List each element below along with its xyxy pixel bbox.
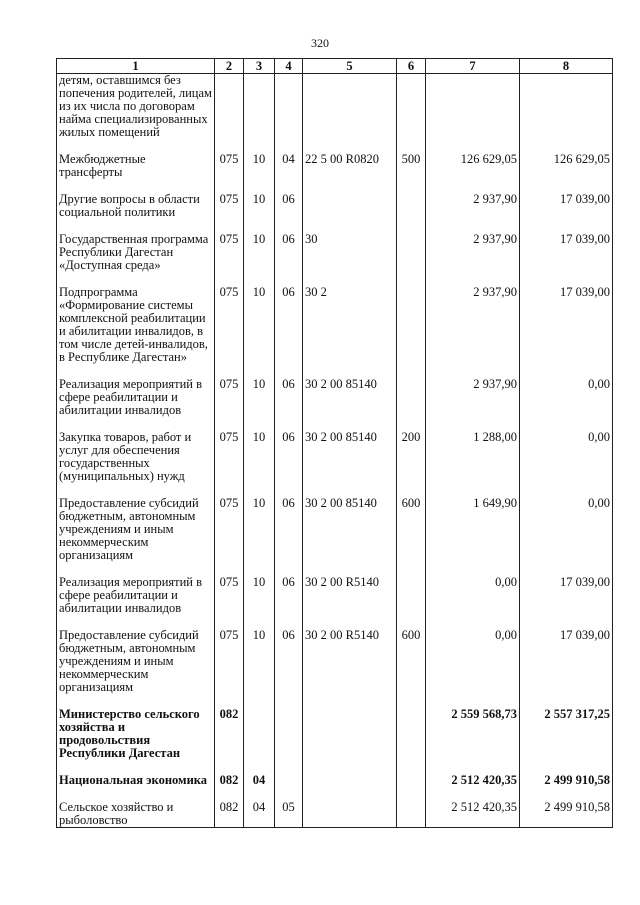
row-csr: 30 2 00 85140 [303,429,397,495]
row-rz: 10 [244,284,275,376]
row-rz: 10 [244,627,275,706]
row-csr: 30 2 [303,284,397,376]
header-row [57,59,613,74]
row-name: Реализация мероприятий в сфере реабилитации и абилитации инвалидов [57,574,215,627]
row-sum-8: 0,00 [520,429,613,495]
row-ved: 075 [215,627,244,706]
row-ved: 075 [215,429,244,495]
table-row [57,495,613,574]
row-sum-7: 2 937,90 [426,284,520,376]
table-row [57,151,613,191]
row-name: Предоставление субсидий бюджетным, автономным учреждениям и иным некоммерческим организациям [57,495,215,574]
row-vr [397,191,426,231]
table-row [57,191,613,231]
table-row [57,799,613,828]
row-vr [397,74,426,152]
row-ved: 082 [215,772,244,799]
row-pr: 04 [275,151,303,191]
column-header-2: 2 [215,59,244,74]
row-vr [397,574,426,627]
row-sum-8: 17 039,00 [520,574,613,627]
row-pr: 05 [275,799,303,828]
row-ved: 075 [215,231,244,284]
row-vr [397,376,426,429]
row-csr [303,74,397,152]
row-csr: 30 [303,231,397,284]
row-name: Министерство сельского хозяйства и продовольствия Республики Дагестан [57,706,215,772]
row-ved: 075 [215,191,244,231]
row-sum-7: 0,00 [426,574,520,627]
row-rz [244,706,275,772]
row-pr [275,706,303,772]
row-name: Реализация мероприятий в сфере реабилитации и абилитации инвалидов [57,376,215,429]
row-ved: 075 [215,284,244,376]
row-vr: 200 [397,429,426,495]
row-pr: 06 [275,429,303,495]
row-sum-7: 0,00 [426,627,520,706]
row-sum-7: 1 288,00 [426,429,520,495]
row-vr [397,284,426,376]
row-ved [215,74,244,152]
row-ved: 075 [215,574,244,627]
row-name: Подпрограмма «Формирование системы комплексной реабилитации и абилитации инвалидов, в том числе детей-инвалидов, в Республике Дагестан» [57,284,215,376]
row-name: Межбюджетные трансферты [57,151,215,191]
row-sum-7: 2 512 420,35 [426,772,520,799]
row-vr: 600 [397,627,426,706]
row-vr: 500 [397,151,426,191]
column-header-6: 6 [397,59,426,74]
row-sum-7: 1 649,90 [426,495,520,574]
row-sum-7: 2 937,90 [426,191,520,231]
row-sum-8: 126 629,05 [520,151,613,191]
row-sum-7 [426,74,520,152]
row-pr: 06 [275,191,303,231]
table-row [57,231,613,284]
row-csr: 30 2 00 85140 [303,495,397,574]
row-pr: 06 [275,376,303,429]
row-name: Другие вопросы в области социальной политики [57,191,215,231]
row-rz: 04 [244,799,275,828]
row-csr: 22 5 00 R0820 [303,151,397,191]
row-csr [303,772,397,799]
table-row [57,376,613,429]
row-name: Закупка товаров, работ и услуг для обеспечения государственных (муниципальных) нужд [57,429,215,495]
row-pr [275,772,303,799]
table-row [57,772,613,799]
column-header-8: 8 [520,59,613,74]
row-name: детям, оставшимся без попечения родителей, лицам из их числа по договорам найма специализированных жилых помещений [57,74,215,152]
table-row [57,627,613,706]
page-number: 320 [311,36,329,50]
row-vr [397,772,426,799]
row-sum-7: 2 937,90 [426,231,520,284]
row-name: Государственная программа Республики Дагестан «Доступная среда» [57,231,215,284]
row-sum-7: 2 512 420,35 [426,799,520,828]
row-sum-8: 2 557 317,25 [520,706,613,772]
row-name: Национальная экономика [57,772,215,799]
column-header-4: 4 [275,59,303,74]
row-sum-8: 0,00 [520,495,613,574]
column-header-3: 3 [244,59,275,74]
table-row [57,574,613,627]
row-name: Предоставление субсидий бюджетным, автономным учреждениям и иным некоммерческим организациям [57,627,215,706]
row-pr: 06 [275,495,303,574]
row-pr: 06 [275,284,303,376]
row-csr [303,799,397,828]
row-vr [397,706,426,772]
row-ved: 075 [215,151,244,191]
row-csr: 30 2 00 R5140 [303,574,397,627]
budget-table [56,58,613,828]
row-csr: 30 2 00 85140 [303,376,397,429]
row-ved: 075 [215,495,244,574]
row-rz: 10 [244,495,275,574]
row-sum-8: 17 039,00 [520,284,613,376]
row-csr [303,191,397,231]
row-sum-8: 2 499 910,58 [520,799,613,828]
row-sum-8: 0,00 [520,376,613,429]
row-rz: 10 [244,574,275,627]
row-vr: 600 [397,495,426,574]
row-vr [397,799,426,828]
column-header-5: 5 [303,59,397,74]
row-sum-8: 17 039,00 [520,191,613,231]
row-sum-8: 17 039,00 [520,627,613,706]
row-name: Сельское хозяйство и рыболовство [57,799,215,828]
row-sum-7: 2 559 568,73 [426,706,520,772]
row-pr: 06 [275,231,303,284]
table-row [57,284,613,376]
row-pr [275,74,303,152]
column-header-1: 1 [57,59,215,74]
row-csr: 30 2 00 R5140 [303,627,397,706]
table-row [57,74,613,152]
row-pr: 06 [275,574,303,627]
row-rz: 04 [244,772,275,799]
row-rz [244,74,275,152]
table-row [57,706,613,772]
table-row [57,429,613,495]
row-rz: 10 [244,231,275,284]
row-ved: 075 [215,376,244,429]
row-ved: 082 [215,799,244,828]
row-pr: 06 [275,627,303,706]
row-vr [397,231,426,284]
row-sum-7: 2 937,90 [426,376,520,429]
row-sum-8: 2 499 910,58 [520,772,613,799]
row-sum-8: 17 039,00 [520,231,613,284]
row-rz: 10 [244,429,275,495]
column-header-7: 7 [426,59,520,74]
row-rz: 10 [244,376,275,429]
row-sum-8 [520,74,613,152]
row-csr [303,706,397,772]
row-sum-7: 126 629,05 [426,151,520,191]
row-rz: 10 [244,191,275,231]
row-rz: 10 [244,151,275,191]
row-ved: 082 [215,706,244,772]
